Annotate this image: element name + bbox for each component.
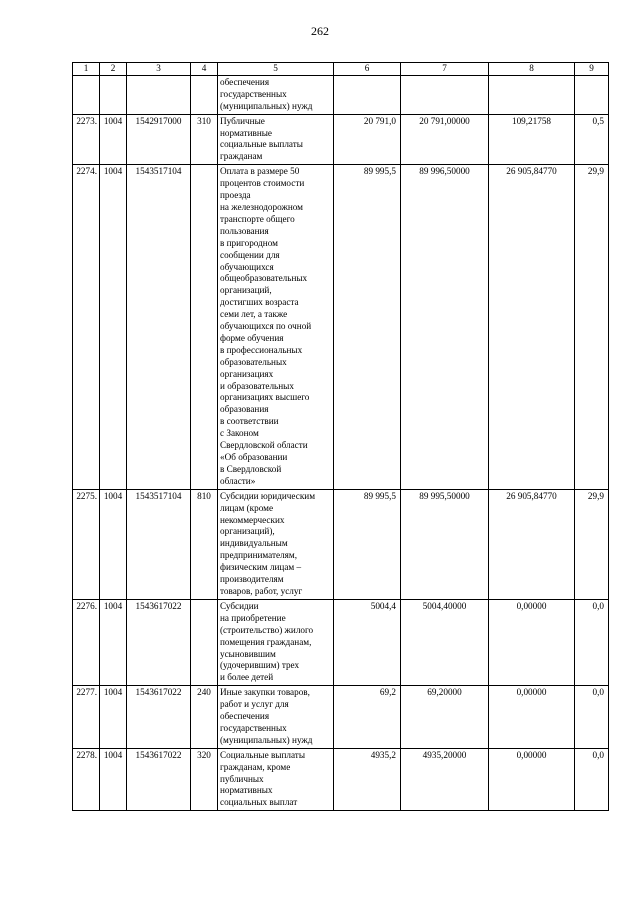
target-code-cell bbox=[127, 75, 191, 114]
executed-amount-cell: 0,00000 bbox=[489, 686, 575, 749]
table-row bbox=[73, 686, 609, 749]
expense-kind-cell bbox=[191, 75, 218, 114]
section-code-cell: 1004 bbox=[100, 489, 127, 599]
section-code-cell: 1004 bbox=[100, 165, 127, 489]
planned-amount-cell: 4935,2 bbox=[334, 748, 401, 811]
planned-amount-cell: 89 995,5 bbox=[334, 489, 401, 599]
executed-amount-cell: 26 905,84770 bbox=[489, 165, 575, 489]
target-code-cell: 1543617022 bbox=[127, 748, 191, 811]
table-row bbox=[73, 489, 609, 599]
row-number-cell: 2274. bbox=[73, 165, 100, 489]
table-row bbox=[73, 75, 609, 114]
percent-cell: 0,0 bbox=[575, 599, 609, 685]
budget-table bbox=[72, 62, 609, 811]
description-cell: Субсидии на приобретение (строительство) жилого помещения гражданам, усыновившим (удочерившим) трех и более детей bbox=[218, 599, 334, 685]
approved-amount-cell: 89 996,50000 bbox=[401, 165, 489, 489]
planned-amount-cell bbox=[334, 75, 401, 114]
planned-amount-cell: 20 791,0 bbox=[334, 114, 401, 165]
target-code-cell: 1543617022 bbox=[127, 686, 191, 749]
row-number-cell: 2277. bbox=[73, 686, 100, 749]
approved-amount-cell: 69,20000 bbox=[401, 686, 489, 749]
approved-amount-cell: 4935,20000 bbox=[401, 748, 489, 811]
expense-kind-cell: 320 bbox=[191, 748, 218, 811]
row-number-cell: 2273. bbox=[73, 114, 100, 165]
target-code-cell: 1543517104 bbox=[127, 489, 191, 599]
planned-amount-cell: 69,2 bbox=[334, 686, 401, 749]
section-code-cell bbox=[100, 75, 127, 114]
percent-cell: 29,9 bbox=[575, 165, 609, 489]
percent-cell: 0,0 bbox=[575, 686, 609, 749]
column-header: 9 bbox=[575, 63, 609, 76]
percent-cell: 0,5 bbox=[575, 114, 609, 165]
target-code-cell: 1542917000 bbox=[127, 114, 191, 165]
column-header: 1 bbox=[73, 63, 100, 76]
section-code-cell: 1004 bbox=[100, 748, 127, 811]
column-header: 7 bbox=[401, 63, 489, 76]
column-header: 4 bbox=[191, 63, 218, 76]
section-code-cell: 1004 bbox=[100, 599, 127, 685]
expense-kind-cell bbox=[191, 165, 218, 489]
target-code-cell: 1543617022 bbox=[127, 599, 191, 685]
row-number-cell: 2275. bbox=[73, 489, 100, 599]
table-row bbox=[73, 165, 609, 489]
row-number-cell bbox=[73, 75, 100, 114]
target-code-cell: 1543517104 bbox=[127, 165, 191, 489]
column-header: 8 bbox=[489, 63, 575, 76]
expense-kind-cell: 310 bbox=[191, 114, 218, 165]
column-header: 3 bbox=[127, 63, 191, 76]
page-number: 262 bbox=[311, 24, 329, 38]
description-cell: Социальные выплаты гражданам, кроме публичных нормативных социальных выплат bbox=[218, 748, 334, 811]
approved-amount-cell: 20 791,00000 bbox=[401, 114, 489, 165]
planned-amount-cell: 5004,4 bbox=[334, 599, 401, 685]
table-header-row bbox=[73, 63, 609, 76]
table-row bbox=[73, 114, 609, 165]
percent-cell: 29,9 bbox=[575, 489, 609, 599]
description-cell: Оплата в размере 50 процентов стоимости проезда на железнодорожном транспорте общего пользования в пригородном сообщении для обучающихся общеобразовательных организаций, достигших возраста семи лет, а также обучающихся по очной форме обучения в профессиональных образовательных организациях и образовательных организациях высшего образования в соответствии с Законом Свердловской области «Об образовании в Свердловской области» bbox=[218, 165, 334, 489]
percent-cell bbox=[575, 75, 609, 114]
executed-amount-cell bbox=[489, 75, 575, 114]
expense-kind-cell bbox=[191, 599, 218, 685]
row-number-cell: 2278. bbox=[73, 748, 100, 811]
executed-amount-cell: 26 905,84770 bbox=[489, 489, 575, 599]
executed-amount-cell: 0,00000 bbox=[489, 748, 575, 811]
description-cell: Субсидии юридическим лицам (кроме некоммерческих организаций), индивидуальным предпринимателям, физическим лицам – производителям товаров, работ, услуг bbox=[218, 489, 334, 599]
section-code-cell: 1004 bbox=[100, 686, 127, 749]
section-code-cell: 1004 bbox=[100, 114, 127, 165]
executed-amount-cell: 109,21758 bbox=[489, 114, 575, 165]
description-cell: Иные закупки товаров, работ и услуг для обеспечения государственных (муниципальных) нужд bbox=[218, 686, 334, 749]
expense-kind-cell: 810 bbox=[191, 489, 218, 599]
description-cell: Публичные нормативные социальные выплаты гражданам bbox=[218, 114, 334, 165]
column-header: 2 bbox=[100, 63, 127, 76]
approved-amount-cell: 5004,40000 bbox=[401, 599, 489, 685]
description-cell: обеспечения государственных (муниципальных) нужд bbox=[218, 75, 334, 114]
column-header: 5 bbox=[218, 63, 334, 76]
executed-amount-cell: 0,00000 bbox=[489, 599, 575, 685]
approved-amount-cell: 89 995,50000 bbox=[401, 489, 489, 599]
approved-amount-cell bbox=[401, 75, 489, 114]
table-row bbox=[73, 599, 609, 685]
expense-kind-cell: 240 bbox=[191, 686, 218, 749]
percent-cell: 0,0 bbox=[575, 748, 609, 811]
table-row bbox=[73, 748, 609, 811]
row-number-cell: 2276. bbox=[73, 599, 100, 685]
column-header: 6 bbox=[334, 63, 401, 76]
planned-amount-cell: 89 995,5 bbox=[334, 165, 401, 489]
